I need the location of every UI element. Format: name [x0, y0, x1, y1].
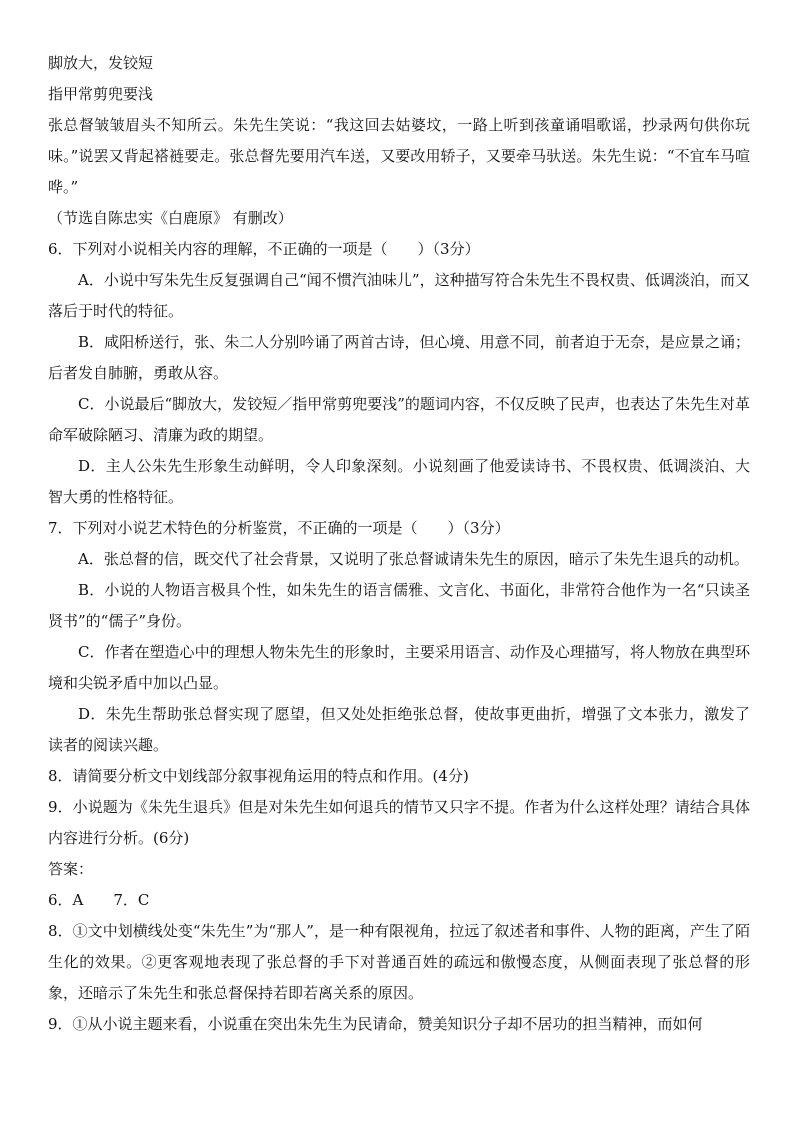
question-7-option-d: D．朱先生帮助张总督实现了愿望，但又处处拒绝张总督，使故事更曲折，增强了文本张力，激发了读者的阅读兴趣。	[48, 705, 750, 754]
poem-line-2: 指甲常剪兜要浅	[48, 85, 154, 103]
question-9: 9．小说题为《朱先生退兵》但是对朱先生如何退兵的情节又只字不提。作者为什么这样处理？请结合具体内容进行分析。(6分)	[48, 798, 750, 847]
answer-9-start: 9．①从小说主题来看，小说重在突出朱先生为民请命，赞美知识分子却不居功的担当精神，而如何	[48, 1015, 703, 1033]
question-7-option-a: A．张总督的信，既交代了社会背景，又说明了张总督诚请朱先生的原因，暗示了朱先生退兵的动机。	[78, 550, 749, 568]
question-6-option-c: C．小说最后“脚放大，发铰短／指甲常剪兜要浅”的题词内容，不仅反映了民声，也表达了朱先生对革命军破除陋习、清廉为政的期望。	[48, 395, 750, 444]
question-6-stem: 6．下列对小说相关内容的理解，不正确的一项是（ ）（3分）	[48, 240, 480, 258]
question-7-option-c: C．作者在塑造心中的理想人物朱先生的形象时，主要采用语言、动作及心理描写，将人物放在典型环境和尖锐矛盾中加以凸显。	[48, 643, 750, 692]
answer-multiple-choice: 6．A 7．C	[48, 891, 150, 909]
answer-8: 8．①文中划横线处变“朱先生”为“那人”，是一种有限视角，拉远了叙述者和事件、人物的距离，产生了陌生化的效果。②更客观地表现了张总督的手下对普通百姓的疏远和傲慢态度，从侧面表现了张总督的形象，还暗示了朱先生和张总督保持若即若离关系的原因。	[48, 922, 750, 1002]
question-6-option-d: D．主人公朱先生形象生动鲜明，令人印象深刻。小说刻画了他爱读诗书、不畏权贵、低调淡泊、大智大勇的性格特征。	[48, 457, 750, 506]
document-page	[48, 48, 750, 1040]
question-6	[48, 234, 750, 513]
question-7-stem: 7．下列对小说艺术特色的分析鉴赏，不正确的一项是（ ）（3分）	[48, 519, 510, 537]
answer-label: 答案：	[48, 860, 94, 878]
question-8: 8．请简要分析文中划线部分叙事视角运用的特点和作用。(4分)	[48, 767, 469, 785]
question-6-option-a: A．小说中写朱先生反复强调自己“闻不惯汽油味儿”，这种描写符合朱先生不畏权贵、低调淡泊，而又落后于时代的特征。	[48, 271, 750, 320]
narrative-paragraph: 张总督皱皱眉头不知所云。朱先生笑说：“我这回去姑婆坟，一路上听到孩童诵唱歌谣，抄录两句供你玩味。”说罢又背起褡裢要走。张总督先要用汽车送，又要改用轿子，又要牵马驮送。朱先生说：“不宜车马喧哗。”	[48, 116, 750, 196]
poem-line-1: 脚放大，发铰短	[48, 54, 154, 72]
question-6-option-b: B．咸阳桥送行，张、朱二人分别吟诵了两首古诗，但心境、用意不同，前者迫于无奈，是应景之诵；后者发自肺腑，勇敢从容。	[48, 333, 750, 382]
source-note: （节选自陈忠实《白鹿原》 有删改）	[48, 209, 293, 227]
question-7	[48, 513, 750, 761]
question-7-option-b: B．小说的人物语言极具个性，如朱先生的语言儒雅、文言化、书面化，非常符合他作为一名“只读圣贤书”的“儒子”身份。	[48, 581, 750, 630]
